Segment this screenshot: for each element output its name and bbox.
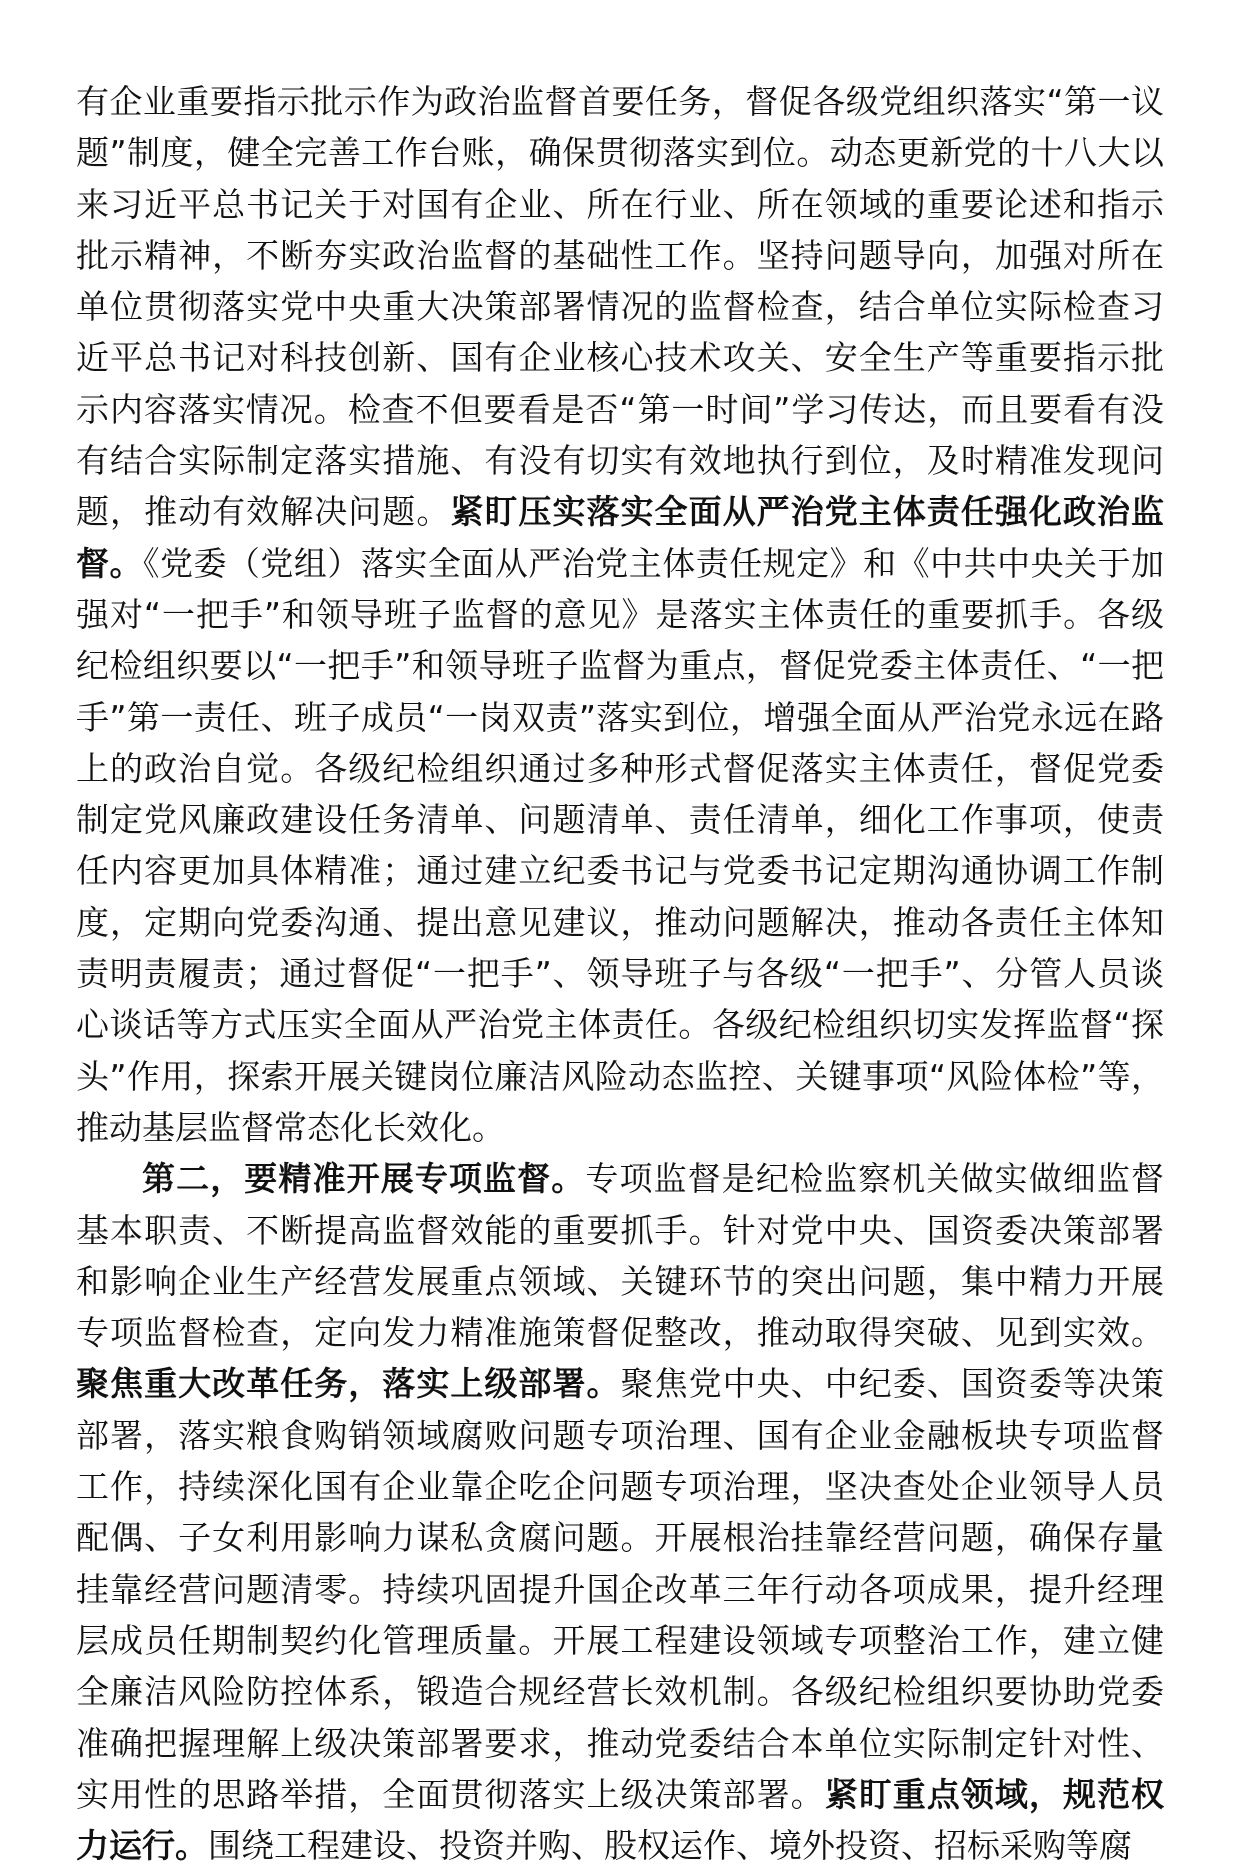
paragraph-2-heading-special-supervision: 第二，要精准开展专项监督。	[142, 1159, 586, 1199]
paragraph-2-heading-key-areas: 紧盯重点领域，规范权力运行。	[76, 1774, 1165, 1866]
document-page	[76, 76, 1165, 1866]
paragraph-1-text-b: 《党委（党组）落实全面从严治党主体责任规定》和《中共中央关于加强对“一把手”和领导班子监督的意见》是落实主体责任的重要抓手。各级纪检组织要以“一把手”和领导班子监督为重点，督促党委主体责任、“一把手”第一责任、班子成员“一岗双责”落实到位，增强全面从严治党永远在路上的政治自觉。各级纪检组织通过多种形式督促落实主体责任，督促党委制定党风廉政建设任务清单、问题清单、责任清单，细化工作事项，使责任内容更加具体精准；通过建立纪委书记与党委书记定期沟通协调工作制度，定期向党委沟通、提出意见建议，推动问题解决，推动各责任主体知责明责履责；通过督促“一把手”、领导班子与各级“一把手”、分管人员谈心谈话等方式压实全面从严治党主体责任。各级纪检组织切实发挥监督“探头”作用，探索开展关键岗位廉洁风险动态监控、关键事项“风险体检”等，推动基层监督常态化长效化。	[76, 543, 1164, 1147]
paragraph-2-heading-major-reform: 聚焦重大改革任务，落实上级部署。	[76, 1364, 621, 1404]
paragraph-2-text-c: 围绕工程建设、投资并购、股权运作、境外投资、招标采购等腐	[208, 1826, 1132, 1866]
paragraph-2	[76, 1153, 1164, 1871]
paragraph-1-text-a: 有企业重要指示批示作为政治监督首要任务，督促各级党组织落实“第一议题”制度，健全完善工作台账，确保贯彻落实到位。动态更新党的十八大以来习近平总书记关于对国有企业、所在行业、所在领域的重要论述和指示批示精神，不断夯实政治监督的基础性工作。坚持问题导向，加强对所在单位贯彻落实党中央重大决策部署情况的监督检查，结合单位实际检查习近平总书记对科技创新、国有企业核心技术攻关、安全生产等重要指示批示内容落实情况。检查不但要看是否“第一时间”学习传达，而且要看有没有结合实际制定落实措施、有没有切实有效地执行到位，及时精准发现问题，推动有效解决问题。	[76, 82, 1164, 532]
paragraph-1-heading-main-responsibility: 紧盯压实落实全面从严治党主体责任强化政治监督。	[76, 492, 1165, 583]
paragraph-2-text-a: 专项监督是纪检监察机关做实做细监督基本职责、不断提高监督效能的重要抓手。针对党中央、国资委决策部署和影响企业生产经营发展重点领域、关键环节的突出问题，集中精力开展专项监督检查，定向发力精准施策督促整改，推动取得突破、见到实效。	[76, 1159, 1165, 1353]
paragraph-1	[76, 76, 1164, 1153]
paragraph-2-text-b: 聚焦党中央、中纪委、国资委等决策部署，落实粮食购销领域腐败问题专项治理、国有企业金融板块专项监督工作，持续深化国有企业靠企吃企问题专项治理，坚决查处企业领导人员配偶、子女利用影响力谋私贪腐问题。开展根治挂靠经营问题，确保存量挂靠经营问题清零。持续巩固提升国企改革三年行动各项成果，提升经理层成员任期制契约化管理质量。开展工程建设领域专项整治工作，建立健全廉洁风险防控体系，锻造合规经营长效机制。各级纪检组织要协助党委准确把握理解上级决策部署要求，推动党委结合本单位实际制定针对性、实用性的思路举措，全面贯彻落实上级决策部署。	[76, 1364, 1165, 1814]
